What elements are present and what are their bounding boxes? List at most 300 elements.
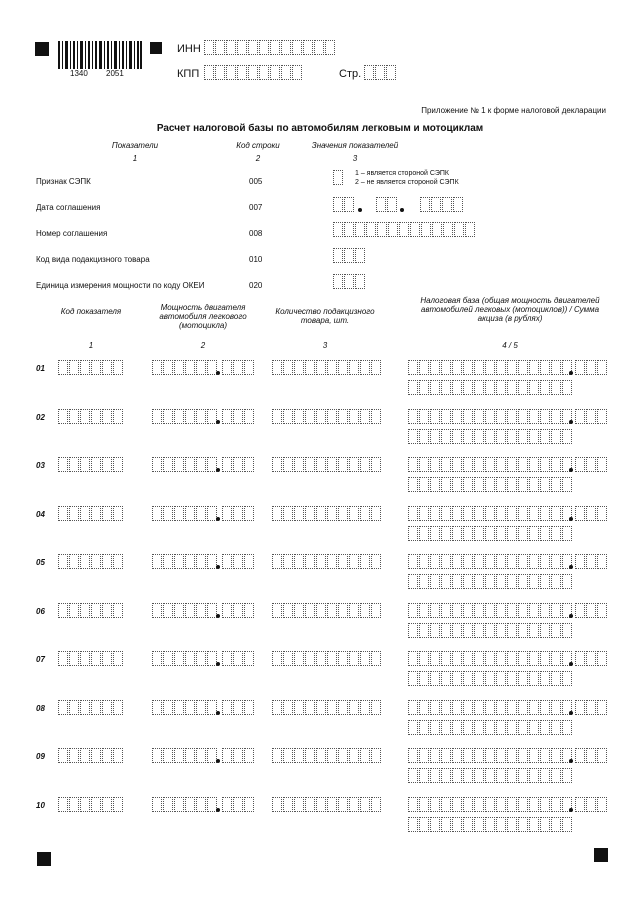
engine-power-dec-field[interactable] [222,457,255,472]
char-cell[interactable] [496,506,506,521]
char-cell[interactable] [419,768,429,783]
char-cell[interactable] [529,526,539,541]
char-cell[interactable] [408,603,418,618]
char-cell[interactable] [474,700,484,715]
char-cell[interactable] [272,409,282,424]
char-cell[interactable] [360,360,370,375]
char-cell[interactable] [344,248,354,263]
char-cell[interactable] [113,360,123,375]
char-cell[interactable] [551,380,561,395]
char-cell[interactable] [496,623,506,638]
char-cell[interactable] [485,623,495,638]
char-cell[interactable] [303,40,313,55]
char-cell[interactable] [485,671,495,686]
char-cell[interactable] [163,603,173,618]
char-cell[interactable] [387,197,397,212]
char-cell[interactable] [507,603,517,618]
char-cell[interactable] [575,554,585,569]
tax-base-dec-field[interactable] [575,797,608,812]
char-cell[interactable] [233,651,243,666]
char-cell[interactable] [185,603,195,618]
char-cell[interactable] [463,623,473,638]
char-cell[interactable] [294,457,304,472]
char-cell[interactable] [327,797,337,812]
char-cell[interactable] [174,651,184,666]
char-cell[interactable] [408,720,418,735]
char-cell[interactable] [419,457,429,472]
char-cell[interactable] [586,700,596,715]
engine-power-dec-field[interactable] [222,554,255,569]
char-cell[interactable] [113,554,123,569]
okei-unit-field[interactable] [333,274,366,289]
char-cell[interactable] [58,409,68,424]
char-cell[interactable] [113,457,123,472]
engine-power-dec-field[interactable] [222,409,255,424]
char-cell[interactable] [163,409,173,424]
char-cell[interactable] [540,574,550,589]
tax-base-int-field[interactable] [408,651,573,666]
char-cell[interactable] [69,360,79,375]
char-cell[interactable] [113,748,123,763]
char-cell[interactable] [540,554,550,569]
engine-power-dec-field[interactable] [222,651,255,666]
char-cell[interactable] [463,603,473,618]
char-cell[interactable] [518,700,528,715]
char-cell[interactable] [152,554,162,569]
char-cell[interactable] [463,748,473,763]
char-cell[interactable] [233,603,243,618]
char-cell[interactable] [408,768,418,783]
char-cell[interactable] [419,603,429,618]
char-cell[interactable] [597,506,607,521]
char-cell[interactable] [204,65,214,80]
agreement-date-day[interactable] [333,197,355,212]
char-cell[interactable] [80,651,90,666]
char-cell[interactable] [371,506,381,521]
char-cell[interactable] [551,651,561,666]
char-cell[interactable] [586,651,596,666]
char-cell[interactable] [281,40,291,55]
char-cell[interactable] [452,603,462,618]
char-cell[interactable] [507,671,517,686]
char-cell[interactable] [91,360,101,375]
tax-base-int-field[interactable] [408,506,573,521]
char-cell[interactable] [496,700,506,715]
tax-base-int-field[interactable] [408,554,573,569]
char-cell[interactable] [463,457,473,472]
char-cell[interactable] [452,768,462,783]
char-cell[interactable] [551,429,561,444]
char-cell[interactable] [441,768,451,783]
char-cell[interactable] [292,65,302,80]
char-cell[interactable] [551,797,561,812]
char-cell[interactable] [540,651,550,666]
char-cell[interactable] [597,409,607,424]
char-cell[interactable] [551,409,561,424]
excise-sum-field[interactable] [408,574,573,589]
agreement-date-month[interactable] [376,197,398,212]
char-cell[interactable] [453,197,463,212]
char-cell[interactable] [551,623,561,638]
char-cell[interactable] [586,797,596,812]
char-cell[interactable] [316,748,326,763]
char-cell[interactable] [91,554,101,569]
char-cell[interactable] [69,506,79,521]
excise-sum-field[interactable] [408,380,573,395]
char-cell[interactable] [529,671,539,686]
char-cell[interactable] [152,651,162,666]
char-cell[interactable] [215,65,225,80]
char-cell[interactable] [551,748,561,763]
char-cell[interactable] [305,700,315,715]
char-cell[interactable] [496,817,506,832]
engine-power-int-field[interactable] [152,748,218,763]
char-cell[interactable] [294,603,304,618]
char-cell[interactable] [518,817,528,832]
char-cell[interactable] [518,526,528,541]
char-cell[interactable] [196,506,206,521]
char-cell[interactable] [338,360,348,375]
char-cell[interactable] [69,651,79,666]
char-cell[interactable] [327,457,337,472]
char-cell[interactable] [575,360,585,375]
char-cell[interactable] [185,457,195,472]
char-cell[interactable] [419,554,429,569]
char-cell[interactable] [113,797,123,812]
indicator-code-field[interactable] [58,603,124,618]
char-cell[interactable] [294,748,304,763]
char-cell[interactable] [463,817,473,832]
char-cell[interactable] [507,409,517,424]
quantity-field[interactable] [272,457,382,472]
char-cell[interactable] [529,720,539,735]
char-cell[interactable] [431,197,441,212]
char-cell[interactable] [349,797,359,812]
page-number-field[interactable] [364,65,397,80]
char-cell[interactable] [441,526,451,541]
char-cell[interactable] [327,506,337,521]
char-cell[interactable] [163,360,173,375]
char-cell[interactable] [419,623,429,638]
char-cell[interactable] [529,768,539,783]
char-cell[interactable] [327,360,337,375]
char-cell[interactable] [174,409,184,424]
char-cell[interactable] [102,360,112,375]
char-cell[interactable] [360,797,370,812]
char-cell[interactable] [283,457,293,472]
char-cell[interactable] [371,409,381,424]
char-cell[interactable] [349,700,359,715]
engine-power-dec-field[interactable] [222,700,255,715]
tax-base-dec-field[interactable] [575,506,608,521]
char-cell[interactable] [518,409,528,424]
char-cell[interactable] [430,768,440,783]
char-cell[interactable] [69,748,79,763]
tax-base-dec-field[interactable] [575,603,608,618]
char-cell[interactable] [452,477,462,492]
char-cell[interactable] [419,700,429,715]
char-cell[interactable] [305,748,315,763]
char-cell[interactable] [283,409,293,424]
char-cell[interactable] [597,700,607,715]
char-cell[interactable] [518,623,528,638]
char-cell[interactable] [283,797,293,812]
char-cell[interactable] [586,506,596,521]
char-cell[interactable] [325,40,335,55]
char-cell[interactable] [338,457,348,472]
char-cell[interactable] [408,574,418,589]
char-cell[interactable] [371,797,381,812]
char-cell[interactable] [333,274,343,289]
char-cell[interactable] [507,623,517,638]
char-cell[interactable] [338,506,348,521]
char-cell[interactable] [349,748,359,763]
char-cell[interactable] [562,574,572,589]
char-cell[interactable] [529,651,539,666]
char-cell[interactable] [575,457,585,472]
char-cell[interactable] [272,554,282,569]
engine-power-int-field[interactable] [152,700,218,715]
char-cell[interactable] [430,429,440,444]
char-cell[interactable] [485,817,495,832]
indicator-code-field[interactable] [58,457,124,472]
char-cell[interactable] [507,574,517,589]
char-cell[interactable] [294,554,304,569]
char-cell[interactable] [419,748,429,763]
char-cell[interactable] [463,651,473,666]
char-cell[interactable] [408,477,418,492]
char-cell[interactable] [586,603,596,618]
char-cell[interactable] [441,506,451,521]
char-cell[interactable] [452,457,462,472]
char-cell[interactable] [419,720,429,735]
char-cell[interactable] [80,506,90,521]
char-cell[interactable] [562,623,572,638]
char-cell[interactable] [152,748,162,763]
char-cell[interactable] [305,651,315,666]
char-cell[interactable] [586,457,596,472]
char-cell[interactable] [507,720,517,735]
char-cell[interactable] [474,720,484,735]
char-cell[interactable] [474,477,484,492]
char-cell[interactable] [91,506,101,521]
char-cell[interactable] [597,603,607,618]
char-cell[interactable] [113,506,123,521]
char-cell[interactable] [408,748,418,763]
char-cell[interactable] [518,477,528,492]
char-cell[interactable] [237,40,247,55]
char-cell[interactable] [430,700,440,715]
char-cell[interactable] [349,506,359,521]
char-cell[interactable] [430,720,440,735]
char-cell[interactable] [474,574,484,589]
char-cell[interactable] [597,651,607,666]
char-cell[interactable] [174,603,184,618]
char-cell[interactable] [452,360,462,375]
char-cell[interactable] [80,554,90,569]
char-cell[interactable] [507,526,517,541]
char-cell[interactable] [485,768,495,783]
char-cell[interactable] [294,797,304,812]
char-cell[interactable] [441,720,451,735]
char-cell[interactable] [185,554,195,569]
char-cell[interactable] [371,554,381,569]
char-cell[interactable] [102,700,112,715]
indicator-code-field[interactable] [58,360,124,375]
char-cell[interactable] [316,409,326,424]
char-cell[interactable] [421,222,431,237]
char-cell[interactable] [452,748,462,763]
char-cell[interactable] [222,506,232,521]
char-cell[interactable] [102,797,112,812]
char-cell[interactable] [102,603,112,618]
char-cell[interactable] [430,554,440,569]
indicator-code-field[interactable] [58,506,124,521]
char-cell[interactable] [430,380,440,395]
char-cell[interactable] [58,506,68,521]
char-cell[interactable] [529,603,539,618]
char-cell[interactable] [80,409,90,424]
char-cell[interactable] [366,222,376,237]
char-cell[interactable] [562,720,572,735]
char-cell[interactable] [518,360,528,375]
char-cell[interactable] [529,797,539,812]
char-cell[interactable] [281,65,291,80]
char-cell[interactable] [360,603,370,618]
char-cell[interactable] [196,457,206,472]
char-cell[interactable] [375,65,385,80]
char-cell[interactable] [474,817,484,832]
char-cell[interactable] [233,360,243,375]
char-cell[interactable] [430,623,440,638]
char-cell[interactable] [344,274,354,289]
char-cell[interactable] [496,409,506,424]
char-cell[interactable] [518,797,528,812]
char-cell[interactable] [259,40,269,55]
quantity-field[interactable] [272,797,382,812]
char-cell[interactable] [551,768,561,783]
char-cell[interactable] [233,797,243,812]
char-cell[interactable] [408,380,418,395]
char-cell[interactable] [507,554,517,569]
char-cell[interactable] [272,457,282,472]
char-cell[interactable] [485,797,495,812]
char-cell[interactable] [518,720,528,735]
char-cell[interactable] [432,222,442,237]
char-cell[interactable] [305,554,315,569]
char-cell[interactable] [91,797,101,812]
char-cell[interactable] [540,700,550,715]
char-cell[interactable] [485,651,495,666]
char-cell[interactable] [399,222,409,237]
char-cell[interactable] [174,360,184,375]
char-cell[interactable] [244,748,254,763]
char-cell[interactable] [518,671,528,686]
char-cell[interactable] [496,748,506,763]
char-cell[interactable] [485,360,495,375]
char-cell[interactable] [474,457,484,472]
char-cell[interactable] [152,409,162,424]
char-cell[interactable] [408,457,418,472]
char-cell[interactable] [316,651,326,666]
char-cell[interactable] [91,748,101,763]
char-cell[interactable] [551,554,561,569]
char-cell[interactable] [420,197,430,212]
char-cell[interactable] [305,457,315,472]
char-cell[interactable] [540,429,550,444]
char-cell[interactable] [58,797,68,812]
char-cell[interactable] [270,65,280,80]
char-cell[interactable] [507,797,517,812]
char-cell[interactable] [562,768,572,783]
char-cell[interactable] [441,477,451,492]
char-cell[interactable] [152,797,162,812]
char-cell[interactable] [485,506,495,521]
char-cell[interactable] [305,409,315,424]
char-cell[interactable] [272,748,282,763]
char-cell[interactable] [463,574,473,589]
char-cell[interactable] [529,380,539,395]
quantity-field[interactable] [272,409,382,424]
char-cell[interactable] [441,671,451,686]
inn-field[interactable] [204,40,336,55]
char-cell[interactable] [58,554,68,569]
char-cell[interactable] [419,477,429,492]
char-cell[interactable] [58,603,68,618]
char-cell[interactable] [69,797,79,812]
tax-base-int-field[interactable] [408,748,573,763]
char-cell[interactable] [316,700,326,715]
char-cell[interactable] [441,457,451,472]
char-cell[interactable] [408,671,418,686]
char-cell[interactable] [113,409,123,424]
char-cell[interactable] [540,623,550,638]
char-cell[interactable] [474,603,484,618]
char-cell[interactable] [272,603,282,618]
char-cell[interactable] [408,526,418,541]
tax-base-int-field[interactable] [408,360,573,375]
char-cell[interactable] [540,409,550,424]
char-cell[interactable] [80,360,90,375]
char-cell[interactable] [463,477,473,492]
char-cell[interactable] [244,506,254,521]
char-cell[interactable] [441,748,451,763]
char-cell[interactable] [58,748,68,763]
char-cell[interactable] [305,603,315,618]
char-cell[interactable] [283,360,293,375]
char-cell[interactable] [485,748,495,763]
quantity-field[interactable] [272,700,382,715]
char-cell[interactable] [408,506,418,521]
engine-power-dec-field[interactable] [222,506,255,521]
char-cell[interactable] [441,574,451,589]
char-cell[interactable] [283,506,293,521]
char-cell[interactable] [441,554,451,569]
char-cell[interactable] [327,554,337,569]
char-cell[interactable] [529,429,539,444]
char-cell[interactable] [226,40,236,55]
char-cell[interactable] [452,700,462,715]
char-cell[interactable] [58,457,68,472]
char-cell[interactable] [152,603,162,618]
char-cell[interactable] [355,222,365,237]
char-cell[interactable] [430,748,440,763]
char-cell[interactable] [272,700,282,715]
char-cell[interactable] [338,748,348,763]
char-cell[interactable] [496,768,506,783]
char-cell[interactable] [551,457,561,472]
char-cell[interactable] [540,477,550,492]
